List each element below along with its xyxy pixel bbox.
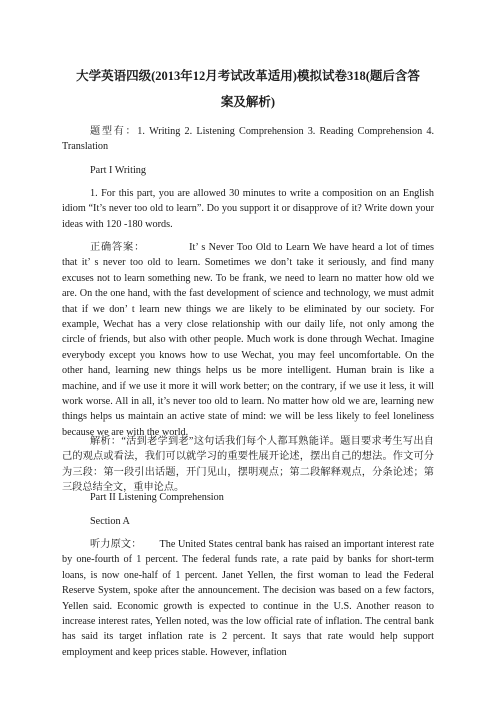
document-title-line1: 大学英语四级(2013年12月考试改革适用)模拟试卷318(题后含答 bbox=[76, 69, 420, 83]
answer-text: It’ s Never Too Old to Learn We have heard a lot of times that it’ s never too old to learn. Sometimes we don’t take it seriously, and find many excuses not to learn something new. To be frank, we need to learn no matter how old we are. On the one hand, with the fast development of science and technology, we must admit that if we don’ t learn new things we are likely to be eliminated by our society. For example, Wechat has a very close relationship with our daily life, not only among the circle of friends, but also with other people. Much work is done through Wechat. Imagine everybody except you knows how to use Wechat, you may feel uncomfortable. On the other hand, learning new things helps us be more intelligent. Human brain is like a machine, and if we use it more it will work better; on the contrary, if we use it less, it will work worse. All in all, it’s never too old to learn. No matter how old we are, learning new things helps us maintain an active state of mind: we will be less likely to feel loneliness because we are with the world. bbox=[62, 242, 434, 438]
answer-label: 正确答案： bbox=[90, 242, 146, 253]
transcript-label: 听力原文： bbox=[90, 539, 142, 550]
part-2-heading: Part II Listening Comprehension bbox=[90, 492, 224, 503]
part-1-heading: Part I Writing bbox=[90, 165, 146, 176]
analysis: 解析：“活到老学到老”这句话我们每个人都耳熟能详。题目要求考生写出自己的观点或看法，我们可以就学习的重要性展开论述，摆出自己的想法。作文可分为三段：第一段引出话题，开门见山，摆明观点；第二段解释观点，分条论述；第三段总结全文，重申论点。 bbox=[62, 436, 434, 494]
section-a-heading: Section A bbox=[90, 516, 130, 527]
question-1: 1. For this part, you are allowed 30 minutes to write a composition on an English idiom “It’s never too old to learn”. Do you support it or disapprove of it? Write down your ideas with 120 -180 words. bbox=[62, 188, 434, 230]
transcript-block bbox=[62, 537, 434, 660]
question-types: 题型有：1. Writing 2. Listening Comprehension 3. Reading Comprehension 4. Translation bbox=[62, 126, 434, 153]
transcript-text: The United States central bank has raised an important interest rate by one-fourth of 1 percent. The federal funds rate, a rate paid by banks for short-term loans, is now one-half of 1 percent. Janet Yellen, the first woman to lead the Federal Reserve System, spoke after the announcement. The decision was based on a few factors, Yellen said. Economic growth is expected to continue in the U.S. Another reason to increase interest rates, Yellen noted, was the low official rate of inflation. The central bank has said its target inflation rate is 2 percent. It says that rate would help support employment and keep prices stable. However, inflation bbox=[62, 539, 434, 658]
document-title-line2: 案及解析) bbox=[220, 95, 276, 109]
answer-block bbox=[62, 240, 434, 440]
